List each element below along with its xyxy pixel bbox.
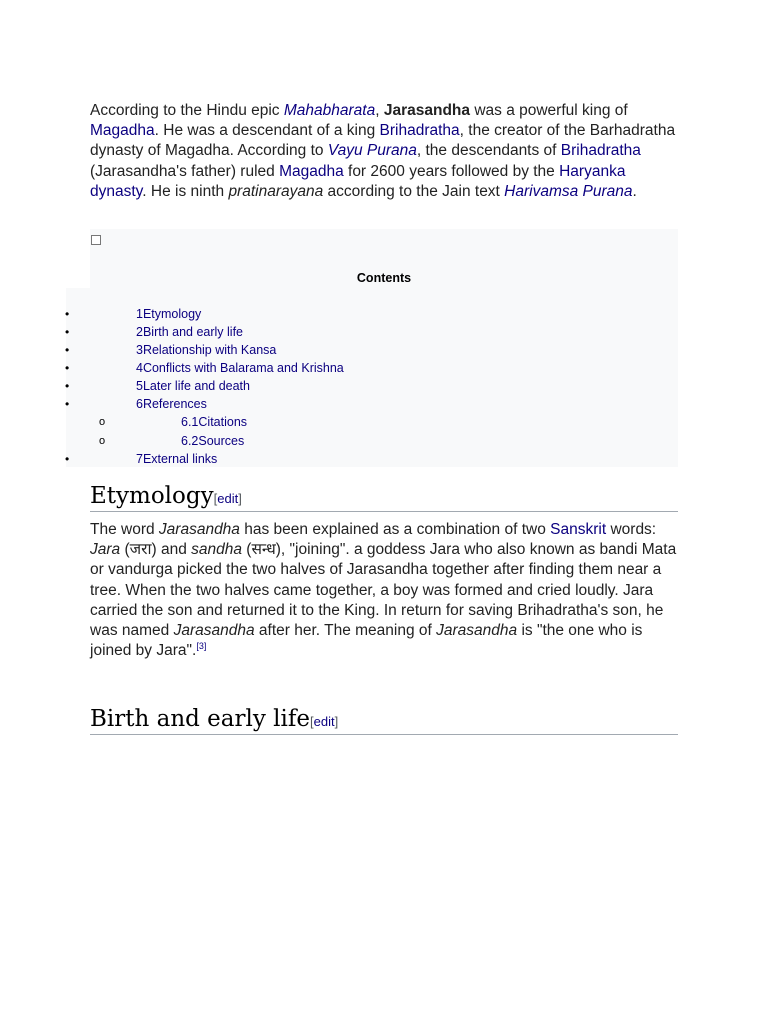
toc-item-conflicts[interactable]: 4Conflicts with Balarama and Krishna: [136, 361, 344, 375]
edit-section-link: [edit]: [310, 714, 339, 729]
birth-heading: [90, 706, 678, 735]
toc-item-citations[interactable]: 6.1Citations: [181, 415, 248, 429]
etymology-paragraph: [90, 520, 680, 661]
birth-edit-link[interactable]: edit: [313, 714, 335, 729]
bullet-icon: •: [65, 452, 70, 466]
citation-link[interactable]: [3]: [196, 641, 207, 652]
intro-text: (Jarasandha's father) ruled: [90, 162, 280, 180]
intro-text: , the creator of the Barhadratha dynasty of Magadha. According to: [90, 122, 676, 160]
etymology-text: (सन्ध), "joining". a goddess Jara who also known as bandi Mata or vandurga picked the two halves of Jarasandha together after finding them near a tree. When the two halves came together, a boy was formed and cried loudly. Jara carried the son and returned it to the King. In return for saving Brihadratha's son, he was named: [90, 541, 677, 640]
etymology-text: after her. The meaning of: [254, 622, 437, 640]
intro-text: According to the Hindu epic: [90, 102, 284, 119]
toc-item-sources[interactable]: 6.2Sources: [181, 434, 245, 448]
toc-toggle-checkbox[interactable]: [91, 235, 101, 245]
etymology-heading-text: Etymology: [90, 483, 214, 509]
intro-text: . He was a descendant of a king: [154, 122, 380, 140]
toc-item-later-life[interactable]: 5Later life and death: [136, 379, 250, 393]
vayu-purana-link[interactable]: Vayu Purana: [327, 142, 417, 160]
magadha-link[interactable]: Magadha: [90, 122, 155, 140]
intro-text: was a powerful king of: [470, 102, 628, 119]
jarasandha-bold: Jarasandha: [383, 102, 471, 119]
intro-text: ,: [375, 102, 384, 119]
intro-text: for 2600 years followed by the: [343, 162, 560, 180]
intro-text: , the descendants of: [416, 142, 561, 160]
etymology-text: words:: [606, 521, 657, 538]
etymology-italic: sandha: [191, 541, 242, 559]
etymology-italic: Jara: [90, 541, 121, 559]
intro-text: according to the Jain text: [323, 182, 505, 200]
sanskrit-link[interactable]: Sanskrit: [550, 521, 607, 538]
toc-item-etymology[interactable]: 1Etymology: [136, 307, 202, 321]
intro-text: .: [632, 182, 637, 200]
intro-text: . He is ninth: [142, 182, 229, 200]
edit-section-link: [edit]: [213, 491, 242, 506]
toc-item-references[interactable]: 6References: [136, 397, 207, 411]
bullet-icon: •: [65, 343, 70, 357]
etymology-italic: Jarasandha: [173, 622, 255, 640]
birth-heading-text: Birth and early life: [90, 706, 310, 732]
bullet-icon: •: [65, 361, 70, 375]
etymology-text: is "the one who is joined by Jara".: [90, 622, 643, 660]
circle-bullet-icon: o: [99, 435, 106, 447]
brihadratha-link-2[interactable]: Brihadratha: [560, 142, 641, 160]
toc-box-extension: [66, 288, 90, 467]
bullet-icon: •: [65, 307, 70, 321]
toc-item-birth[interactable]: 2Birth and early life: [136, 325, 244, 339]
etymology-text: (जरा) and: [120, 541, 192, 559]
haryanka-dynasty-link[interactable]: Haryanka dynasty: [90, 162, 626, 200]
mahabharata-link[interactable]: Mahabharata: [283, 102, 376, 119]
bullet-icon: •: [65, 379, 70, 393]
toc-item-kansa[interactable]: 3Relationship with Kansa: [136, 343, 277, 357]
etymology-italic: Jarasandha: [436, 622, 518, 640]
bullet-icon: •: [65, 397, 70, 411]
etymology-text: The word: [90, 521, 159, 538]
toc-title: Contents: [356, 271, 412, 285]
harivamsa-purana-link[interactable]: Harivamsa Purana: [504, 182, 633, 200]
intro-paragraph: [90, 101, 680, 202]
etymology-heading: [90, 483, 678, 512]
etymology-text: has been explained as a combination of two: [239, 521, 551, 538]
bullet-icon: •: [65, 325, 70, 339]
brihadratha-link[interactable]: Brihadratha: [379, 122, 460, 140]
toc-item-external-links[interactable]: 7External links: [136, 452, 218, 466]
circle-bullet-icon: o: [99, 416, 106, 428]
magadha-link-2[interactable]: Magadha: [279, 162, 344, 180]
etymology-italic: Jarasandha: [158, 521, 240, 538]
pratinarayana-italic: pratinarayana: [228, 182, 324, 200]
etymology-edit-link[interactable]: edit: [217, 491, 239, 506]
